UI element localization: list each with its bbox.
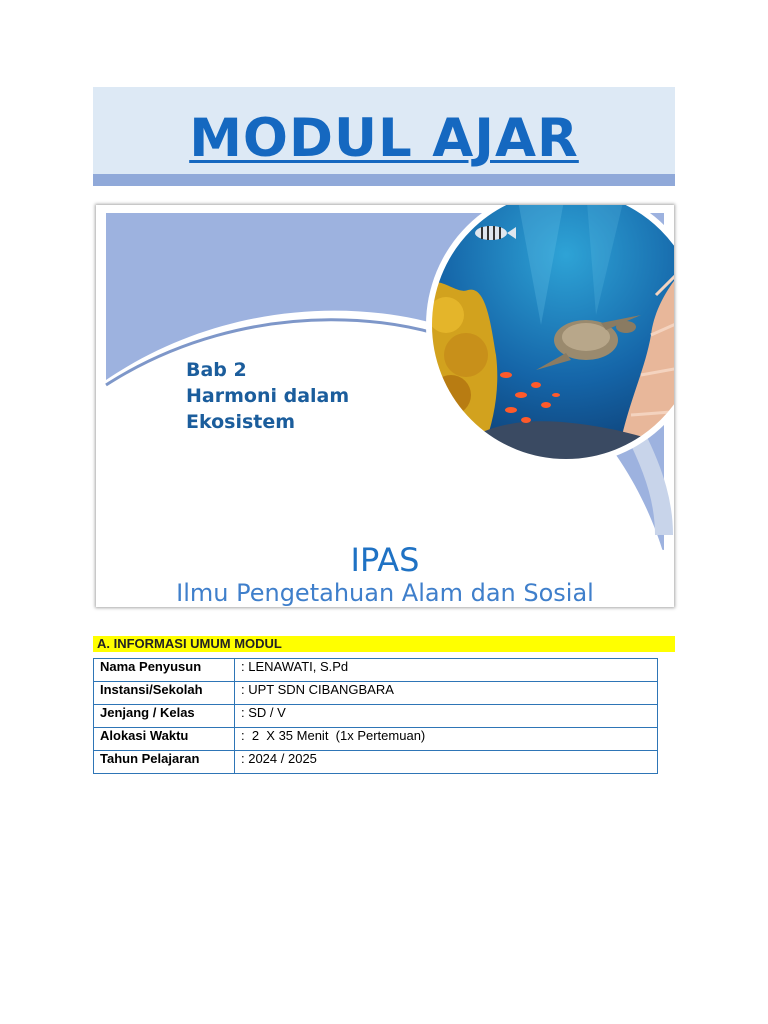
row-label: Instansi/Sekolah (94, 682, 235, 705)
row-value: : SD / V (235, 705, 658, 728)
table-row (94, 728, 658, 751)
row-label: Nama Penyusun (94, 659, 235, 682)
info-table (93, 658, 658, 774)
cover-image (96, 205, 674, 607)
section-heading: A. INFORMASI UMUM MODUL (93, 636, 675, 652)
title-rule (93, 174, 675, 186)
table-row (94, 751, 658, 774)
subject-title: IPAS (350, 541, 420, 579)
subject-subtitle: Ilmu Pengetahuan Alam dan Sosial (176, 579, 594, 607)
chapter-title: Bab 2 Harmoni dalam Ekosistem (186, 359, 350, 433)
row-label: Tahun Pelajaran (94, 751, 235, 774)
table-row (94, 659, 658, 682)
row-label: Alokasi Waktu (94, 728, 235, 751)
table-row (94, 682, 658, 705)
page-title: MODUL AJAR (189, 108, 579, 169)
row-value: : 2024 / 2025 (235, 751, 658, 774)
row-label: Jenjang / Kelas (94, 705, 235, 728)
row-value: : 2 X 35 Menit (1x Pertemuan) (235, 728, 658, 751)
table-row (94, 705, 658, 728)
title-band (93, 87, 675, 174)
row-value: : UPT SDN CIBANGBARA (235, 682, 658, 705)
row-value: : LENAWATI, S.Pd (235, 659, 658, 682)
